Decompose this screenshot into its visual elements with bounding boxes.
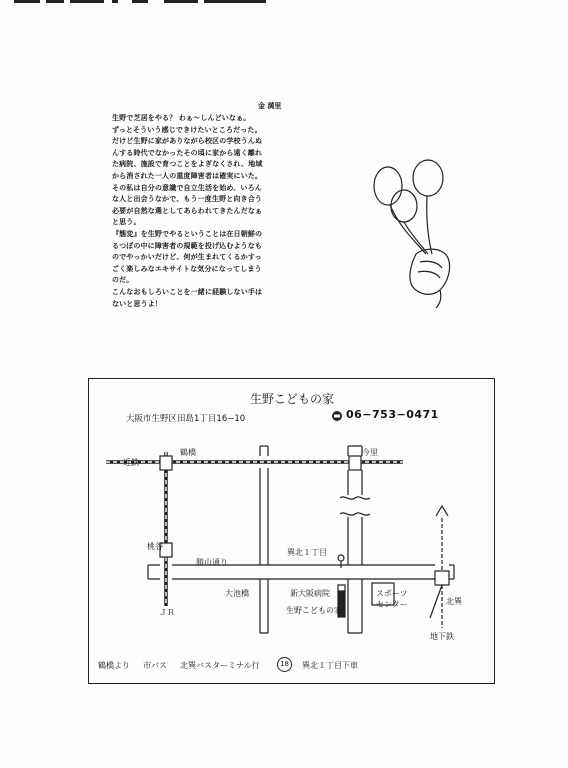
essay-line: 『態変』を生野でやるということは在日朝鮮の: [112, 229, 263, 238]
essay-line: な人と出会うなかで、もう一度生野と向き合う: [112, 195, 263, 204]
arrow-up-icon: [436, 506, 448, 516]
label-tatsumi: 巽北１丁目: [287, 548, 327, 557]
label-kintetsu: 近鉄: [123, 458, 139, 467]
phone-icon: [332, 411, 342, 421]
essay-line: こんなおもしろいことを一緒に経験しない手は: [112, 287, 263, 296]
footer-from: 鶴橋より: [98, 661, 130, 670]
essay-line: のだ。: [112, 276, 134, 285]
essay-author: 金 満里: [258, 102, 282, 110]
label-tsuruhashi: 鶴橋: [180, 448, 196, 457]
essay-line: のでやっかいだけど、何が生まれてくるかすっ: [112, 253, 262, 262]
label-imazato: 今里: [362, 448, 378, 457]
top-edge-marks: [0, 0, 270, 5]
label-oike: 大池橋: [225, 589, 249, 598]
essay-line: だけど生野に家がありながら校区の学校うんぬ: [112, 137, 263, 146]
balloon-right-icon: [413, 160, 443, 196]
essay-line: 必要が自然な選としてあらわれてきたんだなぁ: [112, 206, 263, 215]
map-address: 大阪市生野区田島1丁目16−10: [126, 414, 246, 424]
balloon-middle-icon: [391, 190, 417, 222]
bus-stop-icon: [338, 555, 344, 561]
label-kitatatsumi: 北巽: [446, 597, 462, 606]
map-title: 生野こどもの家: [250, 392, 335, 406]
essay-line: その私は自分の意識で自立生活を始め、いろん: [112, 183, 262, 192]
balloons-hand-illustration: [356, 158, 476, 308]
essay-line: た病院、施設で育つことをよぎなくされ、地域: [112, 160, 263, 169]
tsuruhashi-station: [160, 456, 172, 470]
label-momodani: 桃谷: [147, 542, 163, 551]
essay-line: から消された一人の重度障害者は確実にいた。: [112, 171, 263, 180]
essay-line: んする時代でなかったその頃に家から遠く離れ: [112, 148, 263, 157]
essay-line: ごく楽しみなエキサイトな気分になってしまう: [112, 264, 262, 273]
kitatatsumi-station: [435, 571, 449, 585]
essay-text: [112, 113, 312, 310]
label-house: 生野こどもの家: [286, 606, 342, 615]
essay-line: 生野で芝居をやる？ わぁ〜しんどいなぁ。: [112, 114, 251, 122]
essay-line: るつぼの中に障害者の規範を投げ込むようなも: [112, 241, 263, 250]
label-jr: ＪＲ: [159, 608, 175, 617]
map-phone: 06−753−0471: [346, 408, 439, 421]
label-shoyama: 勝山通り: [196, 558, 228, 567]
label-sports-center: スポーツ センター: [376, 589, 408, 609]
essay-line: ないと思うよ！: [112, 299, 163, 308]
break-mark-icon: [340, 497, 370, 499]
imazato-station: [349, 456, 361, 470]
label-subway: 地下鉄: [430, 632, 454, 641]
essay-line: と思う。: [112, 218, 141, 227]
route-number-badge: 18: [277, 657, 292, 672]
footer-route: 北巽バスターミナル行: [180, 661, 260, 670]
hospital-marker: [338, 585, 345, 591]
balloon-left-icon: [374, 167, 402, 205]
essay-line: ずっとそういう感じできけたいところだった。: [112, 125, 262, 134]
footer-bus: 市バス: [143, 661, 167, 670]
label-hospital: 新大阪病院: [290, 589, 330, 598]
footer-stop: 巽北１丁目下車: [302, 661, 358, 670]
